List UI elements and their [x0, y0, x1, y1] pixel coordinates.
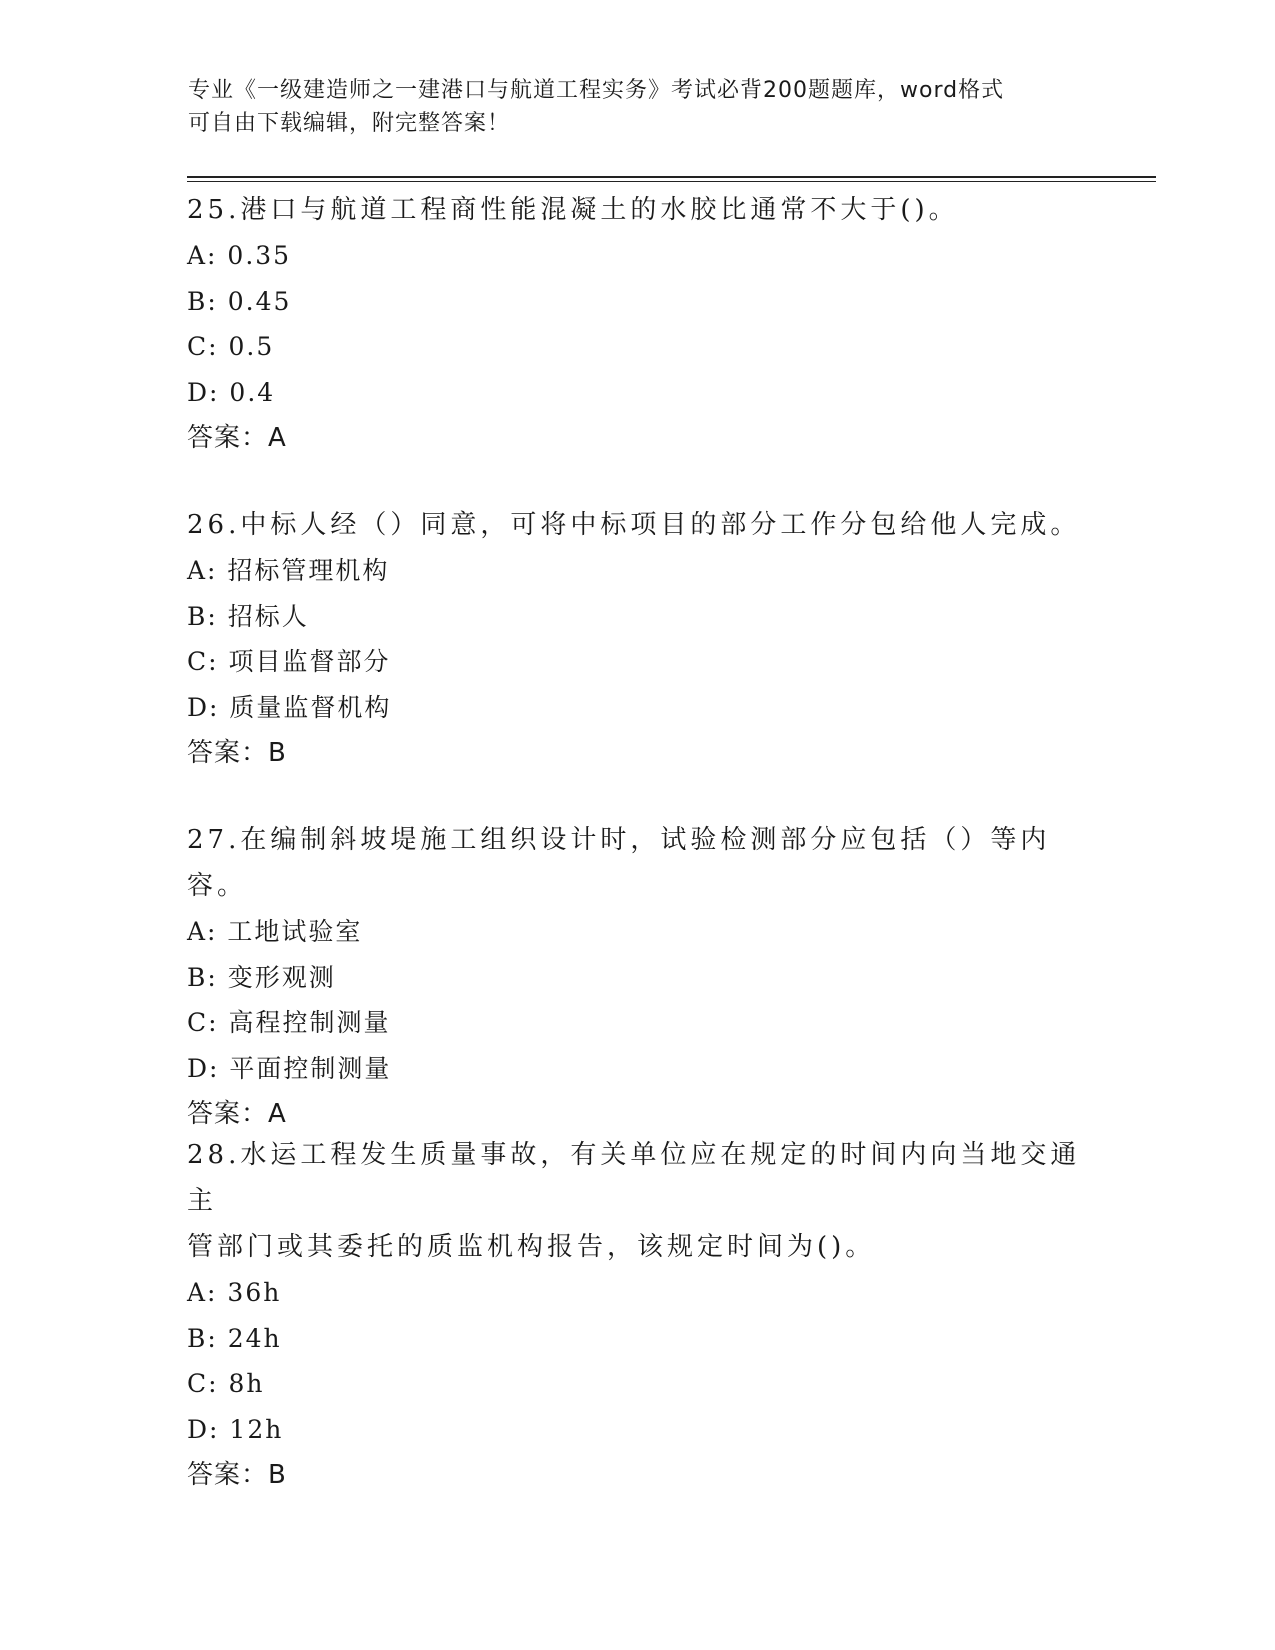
option-b: B: 变形观测 [187, 962, 336, 992]
option-d: D: 12h [187, 1414, 284, 1444]
document-header [188, 74, 1088, 140]
header-divider-thick [187, 176, 1156, 178]
option-a: A: 招标管理机构 [187, 556, 390, 585]
option-a: A: 0.35 [187, 241, 292, 270]
option-b: B: 0.45 [187, 286, 292, 316]
option-b: B: 招标人 [187, 601, 309, 631]
header-divider-thin [187, 181, 1156, 182]
answer: 答案：A [187, 423, 287, 453]
question-text: 25.港口与航道工程商性能混凝土的水胶比通常不大于()。 [187, 195, 959, 225]
answer: 答案：A [187, 1099, 287, 1129]
question-26 [187, 502, 1087, 776]
option-c: C: 8h [187, 1369, 265, 1398]
option-d: D: 平面控制测量 [187, 1053, 392, 1083]
question-28 [187, 1132, 1087, 1498]
option-a: A: 36h [187, 1278, 282, 1307]
header-line-1: 专业《一级建造师之一建港口与航道工程实务》考试必背200题题库，word格式 [188, 78, 1005, 103]
header-line-2: 可自由下载编辑，附完整答案！ [188, 111, 511, 136]
option-a: A: 工地试验室 [187, 917, 363, 946]
question-25 [187, 187, 1087, 461]
answer: 答案：B [187, 738, 287, 768]
option-c: C: 0.5 [187, 332, 275, 361]
question-text-line-1: 28.水运工程发生质量事故，有关单位应在规定的时间内向当地交通主 [187, 1140, 1081, 1216]
question-text-line-2: 管部门或其委托的质监机构报告，该规定时间为()。 [187, 1232, 876, 1262]
question-text: 27.在编制斜坡堤施工组织设计时，试验检测部分应包括（）等内容。 [187, 825, 1051, 901]
option-d: D: 质量监督机构 [187, 692, 392, 722]
option-c: C: 项目监督部分 [187, 647, 391, 676]
option-b: B: 24h [187, 1323, 282, 1353]
option-d: D: 0.4 [187, 377, 276, 407]
question-27 [187, 817, 1087, 1137]
option-c: C: 高程控制测量 [187, 1008, 391, 1037]
answer: 答案：B [187, 1460, 287, 1490]
question-text: 26.中标人经（）同意，可将中标项目的部分工作分包给他人完成。 [187, 510, 1081, 540]
